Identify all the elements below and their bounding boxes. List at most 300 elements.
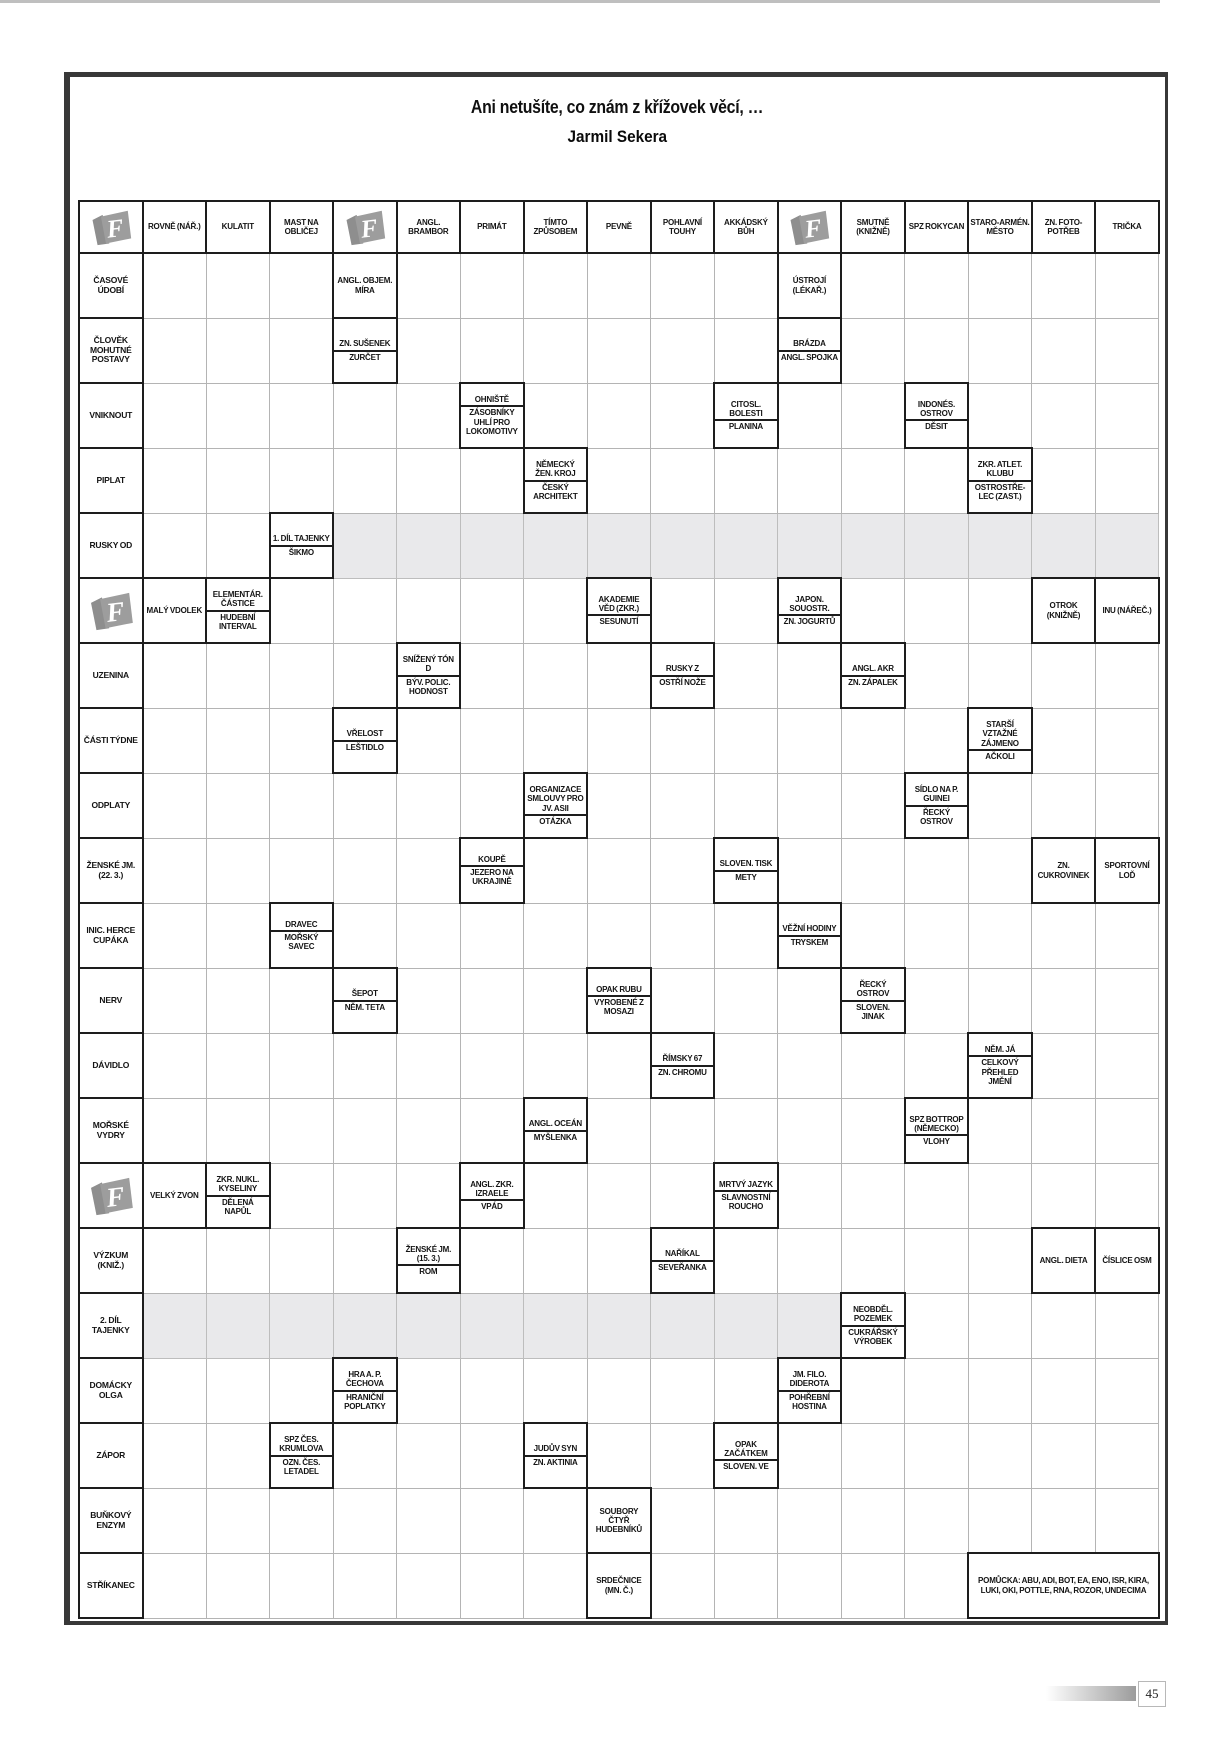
empty-cell [270, 773, 334, 838]
empty-cell [524, 578, 588, 643]
grid-row [79, 383, 1159, 448]
clue-cell [587, 1488, 651, 1553]
grid-header-cell: PEVNĚ [587, 201, 651, 253]
clue-cell [333, 318, 397, 383]
row-label-cell: DÁVIDLO [79, 1033, 143, 1098]
empty-cell [397, 968, 461, 1033]
empty-cell [143, 1488, 207, 1553]
empty-cell [206, 448, 270, 513]
clue-top: SPORTOVNÍ LOĎ [1104, 861, 1150, 880]
empty-cell [206, 1033, 270, 1098]
empty-cell [270, 1163, 334, 1228]
empty-cell [143, 708, 207, 773]
clue-top: ZKR. ATLET. KLUBU [977, 460, 1023, 479]
empty-cell [524, 1228, 588, 1293]
empty-cell [1032, 708, 1096, 773]
empty-cell [524, 903, 588, 968]
empty-cell [270, 253, 334, 318]
empty-cell [1032, 318, 1096, 383]
empty-cell [397, 838, 461, 903]
crossword-grid [78, 200, 1160, 1619]
empty-cell [778, 1423, 842, 1488]
grid-header-cell: TÍMTO ZPŮSOBEM [524, 201, 588, 253]
empty-cell [714, 643, 778, 708]
tajenka-cell [778, 1293, 842, 1358]
empty-cell [778, 1163, 842, 1228]
empty-cell [841, 1358, 905, 1423]
svg-text:F: F [803, 214, 824, 244]
empty-cell [143, 643, 207, 708]
grid-row [79, 968, 1159, 1033]
clue-top: ŽENSKÉ JM. (15. 3.) [405, 1244, 452, 1263]
empty-cell [143, 513, 207, 578]
grid-row [79, 578, 1159, 643]
empty-cell [651, 253, 715, 318]
empty-cell [905, 578, 969, 643]
empty-cell [333, 383, 397, 448]
clue-top: JM. FILO. DIDEROTA [789, 1370, 830, 1389]
empty-cell [397, 383, 461, 448]
empty-cell [524, 1488, 588, 1553]
clue-top: NĚM. JÁ [984, 1045, 1016, 1055]
clue-bottom: METY [715, 870, 777, 883]
clue-top: SÍDLO NA P. GUINEI [914, 785, 959, 804]
empty-cell [1032, 1098, 1096, 1163]
clue-cell [1095, 1228, 1159, 1293]
clue-bottom: HUDEBNÍ INTERVAL [207, 610, 269, 632]
empty-cell [778, 1033, 842, 1098]
clue-cell [778, 1358, 842, 1423]
empty-cell [270, 968, 334, 1033]
empty-cell [524, 383, 588, 448]
clue-top: ŠEPOT [351, 989, 378, 999]
row-label-cell: ŽENSKÉ JM. (22. 3.) [79, 838, 143, 903]
clue-cell [841, 1293, 905, 1358]
empty-cell [460, 643, 524, 708]
empty-cell [460, 1228, 524, 1293]
empty-cell [587, 838, 651, 903]
grid-header-cell [333, 201, 397, 253]
clue-bottom: ZN. AKTINIA [525, 1455, 587, 1468]
empty-cell [841, 708, 905, 773]
empty-cell [270, 578, 334, 643]
empty-cell [714, 968, 778, 1033]
empty-cell [714, 773, 778, 838]
empty-cell [714, 1358, 778, 1423]
tajenka-cell [714, 1293, 778, 1358]
empty-cell [206, 1228, 270, 1293]
empty-cell [587, 1358, 651, 1423]
empty-cell [651, 1553, 715, 1618]
empty-cell [460, 968, 524, 1033]
empty-cell [651, 1488, 715, 1553]
row-label-cell [79, 578, 143, 643]
empty-cell [460, 903, 524, 968]
empty-cell [397, 253, 461, 318]
empty-cell [270, 383, 334, 448]
empty-cell [143, 903, 207, 968]
clue-top: NĚMECKÝ ŽEN. KROJ [535, 460, 576, 479]
empty-cell [587, 903, 651, 968]
clue-top: ŘÍMSKY 67 [662, 1054, 703, 1064]
empty-cell [206, 903, 270, 968]
page-title: Ani netušíte, co znám z křížovek věcí, … [471, 97, 764, 117]
empty-cell [206, 643, 270, 708]
empty-cell [524, 1033, 588, 1098]
empty-cell [841, 773, 905, 838]
row-label-cell: ODPLATY [79, 773, 143, 838]
empty-cell [397, 708, 461, 773]
empty-cell [841, 1423, 905, 1488]
row-label-cell: 2. DÍL TAJENKY [79, 1293, 143, 1358]
grid-row [79, 1228, 1159, 1293]
empty-cell [206, 838, 270, 903]
clue-cell [841, 643, 905, 708]
empty-cell [841, 1098, 905, 1163]
empty-cell [1032, 1423, 1096, 1488]
clue-bottom: CUKRÁŘSKÝ VÝROBEK [842, 1325, 904, 1347]
empty-cell [1095, 1358, 1159, 1423]
grid-header-cell: AKKÁDSKÝ BŮH [714, 201, 778, 253]
row-label-cell: BUŇKOVÝ ENZYM [79, 1488, 143, 1553]
clue-top: JAPON. SOUOSTR. [789, 594, 830, 613]
svg-text:F: F [104, 214, 125, 244]
empty-cell [714, 1033, 778, 1098]
tajenka-cell [587, 1293, 651, 1358]
empty-cell [143, 968, 207, 1033]
empty-cell [1032, 903, 1096, 968]
empty-cell [651, 1358, 715, 1423]
row-label-cell: ČÁSTI TÝDNE [79, 708, 143, 773]
empty-cell [524, 1358, 588, 1423]
tajenka-cell [460, 1293, 524, 1358]
clue-cell [778, 903, 842, 968]
magazine-logo-icon [88, 1176, 134, 1216]
empty-cell [714, 1553, 778, 1618]
clue-cell [524, 448, 588, 513]
empty-cell [1032, 448, 1096, 513]
empty-cell [778, 1488, 842, 1553]
grid-row [79, 1163, 1159, 1228]
clue-bottom: POHŘEBNÍ HOSTINA [779, 1390, 841, 1412]
clue-bottom: VLOHY [906, 1134, 968, 1147]
empty-cell [587, 383, 651, 448]
empty-cell [206, 513, 270, 578]
empty-cell [1095, 253, 1159, 318]
empty-cell [460, 1553, 524, 1618]
empty-cell [397, 1098, 461, 1163]
clue-cell [968, 448, 1032, 513]
empty-cell [778, 1553, 842, 1618]
empty-cell [841, 1553, 905, 1618]
clue-top: ČÍSLICE OSM [1102, 1255, 1152, 1265]
grid-row [79, 253, 1159, 318]
grid-header-cell: SPZ ROKYCAN [905, 201, 969, 253]
clue-top: MALÝ VDOLEK [146, 605, 203, 615]
empty-cell [841, 1488, 905, 1553]
empty-cell [778, 1228, 842, 1293]
grid-header-cell: ANGL. BRAMBOR [397, 201, 461, 253]
magazine-logo-icon [344, 209, 386, 246]
empty-cell [460, 448, 524, 513]
grid-header-cell: PRIMÁT [460, 201, 524, 253]
clue-cell [143, 578, 207, 643]
empty-cell [143, 1033, 207, 1098]
empty-cell [397, 1033, 461, 1098]
grid-row [79, 643, 1159, 708]
clue-top: KOUPĚ [478, 854, 506, 864]
clue-top: ANGL. ZKR. IZRAELE [470, 1179, 514, 1198]
empty-cell [714, 903, 778, 968]
empty-cell [587, 448, 651, 513]
empty-cell [714, 1098, 778, 1163]
empty-cell [333, 1098, 397, 1163]
clue-top: DRAVEC [285, 919, 318, 929]
empty-cell [1095, 383, 1159, 448]
empty-cell [968, 968, 1032, 1033]
clue-bottom: ROM [398, 1264, 460, 1277]
empty-cell [206, 383, 270, 448]
empty-cell [905, 1358, 969, 1423]
grid-row [79, 513, 1159, 578]
grid-header-cell: KULATIT [206, 201, 270, 253]
empty-cell [143, 253, 207, 318]
empty-cell [270, 643, 334, 708]
empty-cell [841, 318, 905, 383]
clue-top: SPZ BOTTROP (NĚMECKO) [909, 1114, 964, 1133]
empty-cell [905, 708, 969, 773]
clue-top: SNÍŽENÝ TÓN D [402, 655, 454, 674]
tajenka-cell [143, 1293, 207, 1358]
empty-cell [968, 253, 1032, 318]
clue-cell [333, 1358, 397, 1423]
empty-cell [143, 448, 207, 513]
empty-cell [841, 1163, 905, 1228]
empty-cell [778, 773, 842, 838]
clue-top: NAŘÍKAL [665, 1249, 700, 1259]
empty-cell [651, 838, 715, 903]
empty-cell [651, 578, 715, 643]
empty-cell [1032, 1488, 1096, 1553]
clue-bottom: LEŠTIDLO [334, 740, 396, 753]
clue-top: VĚŽNÍ HODINY [782, 924, 837, 934]
tajenka-cell [524, 1293, 588, 1358]
empty-cell [397, 773, 461, 838]
tajenka-cell [333, 1293, 397, 1358]
empty-cell [524, 708, 588, 773]
clue-top: INDONÉS. OSTROV [917, 399, 955, 418]
empty-cell [968, 838, 1032, 903]
clue-top: ANGL. DIETA [1039, 1255, 1088, 1265]
clue-bottom: DĚLENÁ NAPŮL [207, 1195, 269, 1217]
clue-top: INU (NÁŘEČ.) [1102, 605, 1152, 615]
empty-cell [968, 1293, 1032, 1358]
clue-top: OTROK (KNIŽNĚ) [1046, 601, 1081, 620]
empty-cell [143, 1098, 207, 1163]
clue-bottom: NĚM. TETA [334, 1000, 396, 1013]
empty-cell [841, 1228, 905, 1293]
empty-cell [778, 838, 842, 903]
page-number: 45 [1138, 1681, 1166, 1707]
empty-cell [714, 708, 778, 773]
empty-cell [651, 773, 715, 838]
empty-cell [714, 1228, 778, 1293]
row-label-cell: ČLOVĚK MOHUTNÉ POSTAVY [79, 318, 143, 383]
empty-cell [270, 448, 334, 513]
tajenka-cell [397, 1293, 461, 1358]
empty-cell [270, 1098, 334, 1163]
row-label-cell: MOŘSKÉ VYDRY [79, 1098, 143, 1163]
empty-cell [1095, 968, 1159, 1033]
empty-cell [270, 1488, 334, 1553]
grid-row [79, 838, 1159, 903]
empty-cell [206, 1553, 270, 1618]
clue-bottom: SLOVEN. VE [715, 1459, 777, 1472]
clue-bottom: AČKOLI [969, 749, 1031, 762]
empty-cell [397, 1553, 461, 1618]
empty-cell [778, 448, 842, 513]
tajenka-cell [651, 1293, 715, 1358]
clue-cell [1095, 838, 1159, 903]
empty-cell [333, 448, 397, 513]
empty-cell [206, 968, 270, 1033]
clue-top: NEOBDĚL. POZEMEK [853, 1305, 893, 1324]
empty-cell [1095, 1163, 1159, 1228]
clue-top: MRTVÝ JAZYK [719, 1179, 773, 1189]
tajenka-cell [587, 513, 651, 578]
empty-cell [143, 383, 207, 448]
empty-cell [968, 1228, 1032, 1293]
empty-cell [333, 1488, 397, 1553]
clue-bottom: ŠIKMO [271, 545, 333, 558]
clue-top: OHNIŠTĚ [474, 395, 509, 405]
clue-cell [460, 838, 524, 903]
empty-cell [460, 773, 524, 838]
scan-edge-artifact [0, 0, 1160, 3]
empty-cell [905, 1553, 969, 1618]
tajenka-cell [397, 513, 461, 578]
empty-cell [968, 1423, 1032, 1488]
empty-cell [1095, 1033, 1159, 1098]
empty-cell [397, 903, 461, 968]
tajenka-cell [714, 513, 778, 578]
empty-cell [778, 1098, 842, 1163]
empty-cell [905, 643, 969, 708]
empty-cell [460, 1358, 524, 1423]
row-label-cell: RUSKY OD [79, 513, 143, 578]
empty-cell [968, 1488, 1032, 1553]
clue-cell [587, 1553, 651, 1618]
clue-top: CITOSL. BOLESTI [729, 399, 763, 418]
grid-row [79, 773, 1159, 838]
clue-top: AKADEMIE VĚD (ZKR.) [598, 594, 640, 613]
empty-cell [1095, 643, 1159, 708]
empty-cell [778, 968, 842, 1033]
tajenka-cell [270, 1293, 334, 1358]
empty-cell [460, 708, 524, 773]
empty-cell [587, 1423, 651, 1488]
empty-cell [968, 643, 1032, 708]
empty-cell [333, 773, 397, 838]
empty-cell [524, 968, 588, 1033]
grid-header-cell: POHLAVNÍ TOUHY [651, 201, 715, 253]
clue-cell [206, 1163, 270, 1228]
empty-cell [587, 643, 651, 708]
empty-cell [460, 578, 524, 643]
empty-cell [778, 643, 842, 708]
clue-cell [270, 513, 334, 578]
clue-top: ZN. SUŠENEK [339, 339, 391, 349]
empty-cell [968, 903, 1032, 968]
clue-top: 1. DÍL TAJENKY [272, 534, 330, 544]
empty-cell [778, 383, 842, 448]
magazine-logo-icon [90, 209, 132, 246]
grid-row [79, 1098, 1159, 1163]
empty-cell [587, 1098, 651, 1163]
clue-cell [651, 643, 715, 708]
grid-row [79, 1553, 1159, 1618]
clue-bottom: OSTŘÍ NOŽE [652, 675, 714, 688]
grid-header-cell [778, 201, 842, 253]
empty-cell [206, 708, 270, 773]
empty-cell [270, 838, 334, 903]
clue-cell [968, 708, 1032, 773]
empty-cell [905, 968, 969, 1033]
grid-header-row [79, 201, 1159, 253]
empty-cell [143, 838, 207, 903]
clue-cell [524, 1423, 588, 1488]
empty-cell [460, 1098, 524, 1163]
clue-bottom: JEZERO NA UKRAJINĚ [461, 865, 523, 887]
grid-row [79, 1488, 1159, 1553]
tajenka-cell [841, 513, 905, 578]
empty-cell [1032, 1033, 1096, 1098]
empty-cell [524, 838, 588, 903]
empty-cell [143, 773, 207, 838]
empty-cell [651, 1423, 715, 1488]
clue-cell [333, 253, 397, 318]
clue-cell [714, 383, 778, 448]
empty-cell [1095, 1423, 1159, 1488]
clue-top: VELKÝ ZVON [149, 1190, 199, 1200]
clue-bottom: MOŘSKÝ SAVEC [271, 930, 333, 952]
empty-cell [905, 838, 969, 903]
clue-bottom: MYŠLENKA [525, 1130, 587, 1143]
grid-row [79, 708, 1159, 773]
empty-cell [460, 1423, 524, 1488]
clue-cell [333, 968, 397, 1033]
clue-cell [651, 1228, 715, 1293]
empty-cell [1032, 1293, 1096, 1358]
empty-cell [1032, 1358, 1096, 1423]
clue-bottom: TRYSKEM [779, 935, 841, 948]
empty-cell [270, 1033, 334, 1098]
clue-bottom: ŘECKÝ OSTROV [906, 805, 968, 827]
grid-header-cell: SMUTNĚ (KNIŽNĚ) [841, 201, 905, 253]
clue-top: ZN. CUKROVINEK [1037, 861, 1090, 880]
empty-cell [968, 383, 1032, 448]
empty-cell [460, 1033, 524, 1098]
empty-cell [460, 1488, 524, 1553]
clue-cell [524, 1098, 588, 1163]
empty-cell [270, 708, 334, 773]
empty-cell [651, 448, 715, 513]
row-label-cell: UZENINA [79, 643, 143, 708]
clue-cell [143, 1163, 207, 1228]
empty-cell [587, 253, 651, 318]
empty-cell [1095, 318, 1159, 383]
empty-cell [651, 708, 715, 773]
